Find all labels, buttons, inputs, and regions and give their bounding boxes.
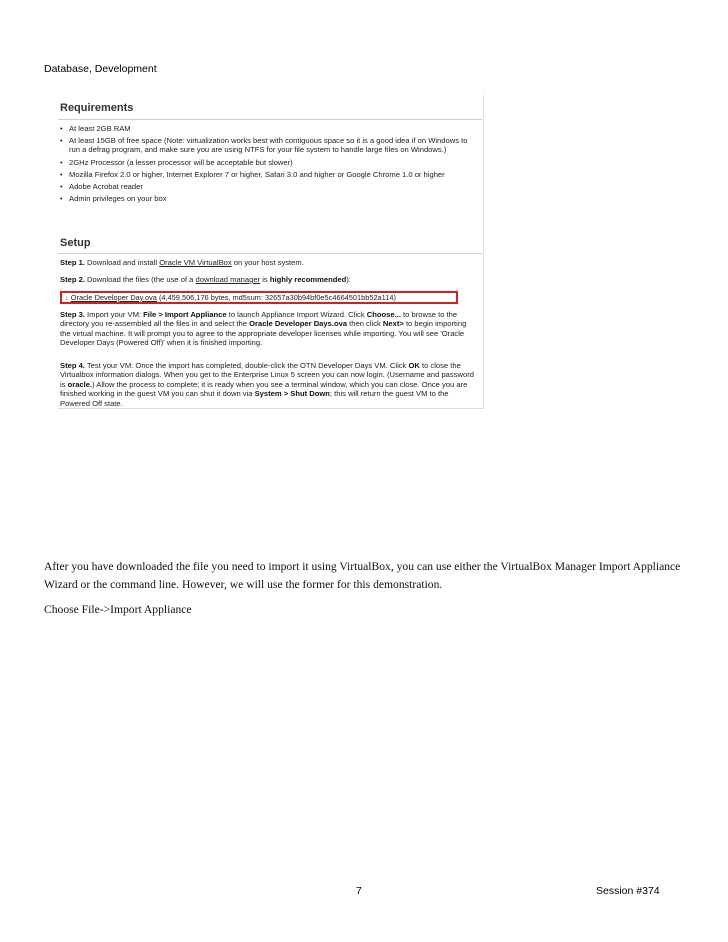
session-label: Session #374 <box>596 885 660 897</box>
setup-divider <box>58 253 482 254</box>
list-item: • 2GHz Processor (a lesser processor will be acceptable but slower) <box>60 157 293 167</box>
list-item: • Admin privileges on your box <box>60 194 167 204</box>
setup-title: Setup <box>60 237 91 249</box>
list-item: • At least 2GB RAM <box>60 124 131 133</box>
import-instruction: Choose File->Import Appliance <box>44 603 192 616</box>
page-number: 7 <box>356 885 362 897</box>
step-3: Step 3. Import your VM: File > Import Appliance to launch Appliance Import Wizard. Click Choose... to browse to the directory you re-assembled all the files in and select the Oracle Developer Days.ova then click Next> to begin importing the virtual machine. It will prompt you to agree to the appropriate developer licenses while importing. You will see 'Oracle Developer Days (Powered Off)' when it is finished importing. <box>60 310 467 348</box>
ova-download-link[interactable]: Oracle Developer Day.ova <box>70 293 157 302</box>
virtualbox-link[interactable]: Oracle VM VirtualBox <box>159 258 232 267</box>
step-2: Step 2. Download the files (the use of a download manager is highly recommended): <box>60 275 351 284</box>
download-manager-link[interactable]: download manager <box>195 275 261 284</box>
step-4: Step 4. Test your VM: Once the import has completed, double-click the OTN Developer Days VM. Click OK to close the Virtualbox information dialogs. When you get to the Enterprise Linux 5 screen you can now login. (Username and password is oracle.) Allow the process to complete; it is ready when you see a terminal window, which you can close. Once you are finished working in the guest VM you can shut it down via System > Shut Down; this will return the guest VM to the Powered Off state. <box>60 361 474 408</box>
list-item: • Mozilla Firefox 2.0 or higher, Internet Explorer 7 or higher, Safari 3.0 and higher or Google Chrome 1.0 or higher <box>60 169 445 179</box>
requirements-divider <box>58 119 482 120</box>
page-header: Database, Development <box>44 63 157 75</box>
screenshot-border-right <box>483 95 484 409</box>
requirements-title: Requirements <box>60 102 134 114</box>
download-arrow-icon: ↓ <box>65 293 69 302</box>
requirements-list <box>60 124 480 206</box>
download-highlight-box: ↓ Oracle Developer Day.ova (4,459,506,176 bytes, md5sum: 32657a30b94bf0e5c4664501bb52a114) <box>60 291 458 304</box>
requirements-screenshot <box>58 95 484 409</box>
body-paragraph: After you have downloaded the file you need to import it using VirtualBox, you can use either the VirtualBox Manager Import Appliance Wizard or the command line. However, we will use the former for this demonstration. <box>44 560 681 591</box>
list-item: • Adobe Acrobat reader <box>60 182 143 192</box>
list-item: • At least 15GB of free space (Note: virtualization works best with contiguous space so it is a good idea if on Windows to run a defrag program, and make sure you are using NTFS for your file system to handle large files on Windows.) <box>60 136 468 155</box>
step-1: Step 1. Download and install Oracle VM VirtualBox on your host system. <box>60 258 304 267</box>
screenshot-border-bottom <box>58 408 484 409</box>
